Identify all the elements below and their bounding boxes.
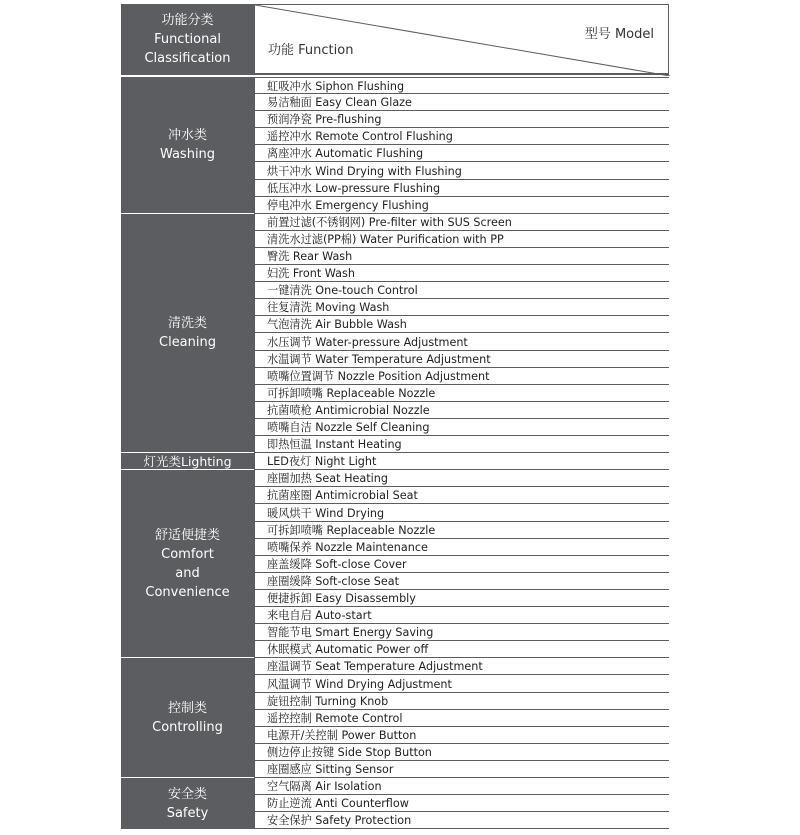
function-row: 清洗水过滤(PP棉) Water Purification with PP	[254, 231, 669, 248]
function-row: 旋钮控制 Turning Knob	[254, 693, 669, 710]
function-row: 座圈缓降 Soft-close Seat	[254, 573, 669, 590]
function-row: 空气隔离 Air Isolation	[254, 778, 669, 795]
function-row: 预润净瓷 Pre-flushing	[254, 111, 669, 128]
category-label: Controlling	[152, 720, 223, 736]
function-row: 抗菌座圈 Antimicrobial Seat	[254, 487, 669, 504]
category-label: 清洗类	[167, 316, 207, 332]
header-function-label: 功能 Function	[268, 43, 354, 58]
header-category-title-en-1: Functional	[154, 32, 221, 47]
function-row: 来电自启 Auto-start	[254, 607, 669, 624]
function-row: 烘干冲水 Wind Drying with Flushing	[254, 163, 669, 180]
category-label: Comfort	[161, 547, 214, 563]
function-row: 遥控冲水 Remote Control Flushing	[254, 128, 669, 145]
function-row: 一键清洗 One-touch Control	[254, 282, 669, 299]
function-row: 电源开/关控制 Power Button	[254, 727, 669, 744]
function-row: 座盖缓降 Soft-close Cover	[254, 556, 669, 573]
function-row: 暖风烘干 Wind Drying	[254, 505, 669, 522]
function-row: 座圈加热 Seat Heating	[254, 470, 669, 487]
category-cell	[121, 658, 254, 778]
category-label: 冲水类	[167, 128, 207, 144]
function-row: 侧边停止按键 Side Stop Button	[254, 744, 669, 761]
function-row: 座温调节 Seat Temperature Adjustment	[254, 658, 669, 675]
function-row: 智能节电 Smart Energy Saving	[254, 624, 669, 641]
header-model-label: 型号 Model	[584, 27, 654, 42]
category-cell	[121, 470, 254, 658]
function-row: 气泡清洗 Air Bubble Wash	[254, 316, 669, 333]
header-category-cell	[121, 4, 254, 75]
category-label: Washing	[159, 147, 216, 163]
function-row: 虹吸冲水 Siphon Flushing	[254, 77, 669, 94]
function-row: 前置过滤(不锈钢网) Pre-filter with SUS Screen	[254, 214, 669, 231]
category-label: Cleaning	[159, 335, 216, 351]
function-row: LED夜灯 Night Light	[254, 453, 669, 470]
header-category-title-en-2: Classification	[144, 51, 231, 66]
category-label: 安全类	[167, 786, 207, 802]
function-row: 可拆卸喷嘴 Replaceable Nozzle	[254, 385, 669, 402]
function-row: 抗菌喷枪 Antimicrobial Nozzle	[254, 402, 669, 419]
function-row: 低压冲水 Low-pressure Flushing	[254, 180, 669, 197]
function-row: 喷嘴位置调节 Nozzle Position Adjustment	[254, 368, 669, 385]
function-row: 喷嘴保养 Nozzle Maintenance	[254, 539, 669, 556]
function-row: 臀洗 Rear Wash	[254, 248, 669, 265]
category-cell	[121, 453, 254, 470]
function-row: 遥控控制 Remote Control	[254, 710, 669, 727]
function-row: 即热恒温 Instant Heating	[254, 436, 669, 453]
function-row: 安全保护 Safety Protection	[254, 812, 669, 829]
category-label: Safety	[166, 805, 209, 821]
category-cell	[121, 77, 254, 214]
category-label: 灯光类Lighting	[143, 454, 232, 470]
header-function-model-cell	[254, 4, 669, 75]
function-row: 休眠模式 Automatic Power off	[254, 641, 669, 658]
function-row: 妇洗 Front Wash	[254, 265, 669, 282]
category-label: 控制类	[167, 701, 207, 717]
function-row: 可拆卸喷嘴 Replaceable Nozzle	[254, 522, 669, 539]
function-row: 停电冲水 Emergency Flushing	[254, 197, 669, 214]
function-row: 往复清洗 Moving Wash	[254, 299, 669, 316]
column-divider	[254, 77, 255, 829]
category-label: and	[175, 566, 200, 582]
function-row: 防止逆流 Anti Counterflow	[254, 795, 669, 812]
function-row: 水压调节 Water-pressure Adjustment	[254, 334, 669, 351]
category-cell	[121, 214, 254, 453]
function-row: 离座冲水 Automatic Flushing	[254, 145, 669, 162]
function-row: 喷嘴自洁 Nozzle Self Cleaning	[254, 419, 669, 436]
function-row: 风温调节 Wind Drying Adjustment	[254, 676, 669, 693]
category-label: 舒适便捷类	[154, 528, 220, 544]
function-row: 座圈感应 Sitting Sensor	[254, 761, 669, 778]
category-cell	[121, 778, 254, 829]
header-category-title-cn: 功能分类	[161, 13, 214, 28]
function-row: 易洁釉面 Easy Clean Glaze	[254, 94, 669, 111]
function-row: 便捷拆卸 Easy Disassembly	[254, 590, 669, 607]
category-label: Convenience	[145, 585, 230, 601]
function-row: 水温调节 Water Temperature Adjustment	[254, 351, 669, 368]
